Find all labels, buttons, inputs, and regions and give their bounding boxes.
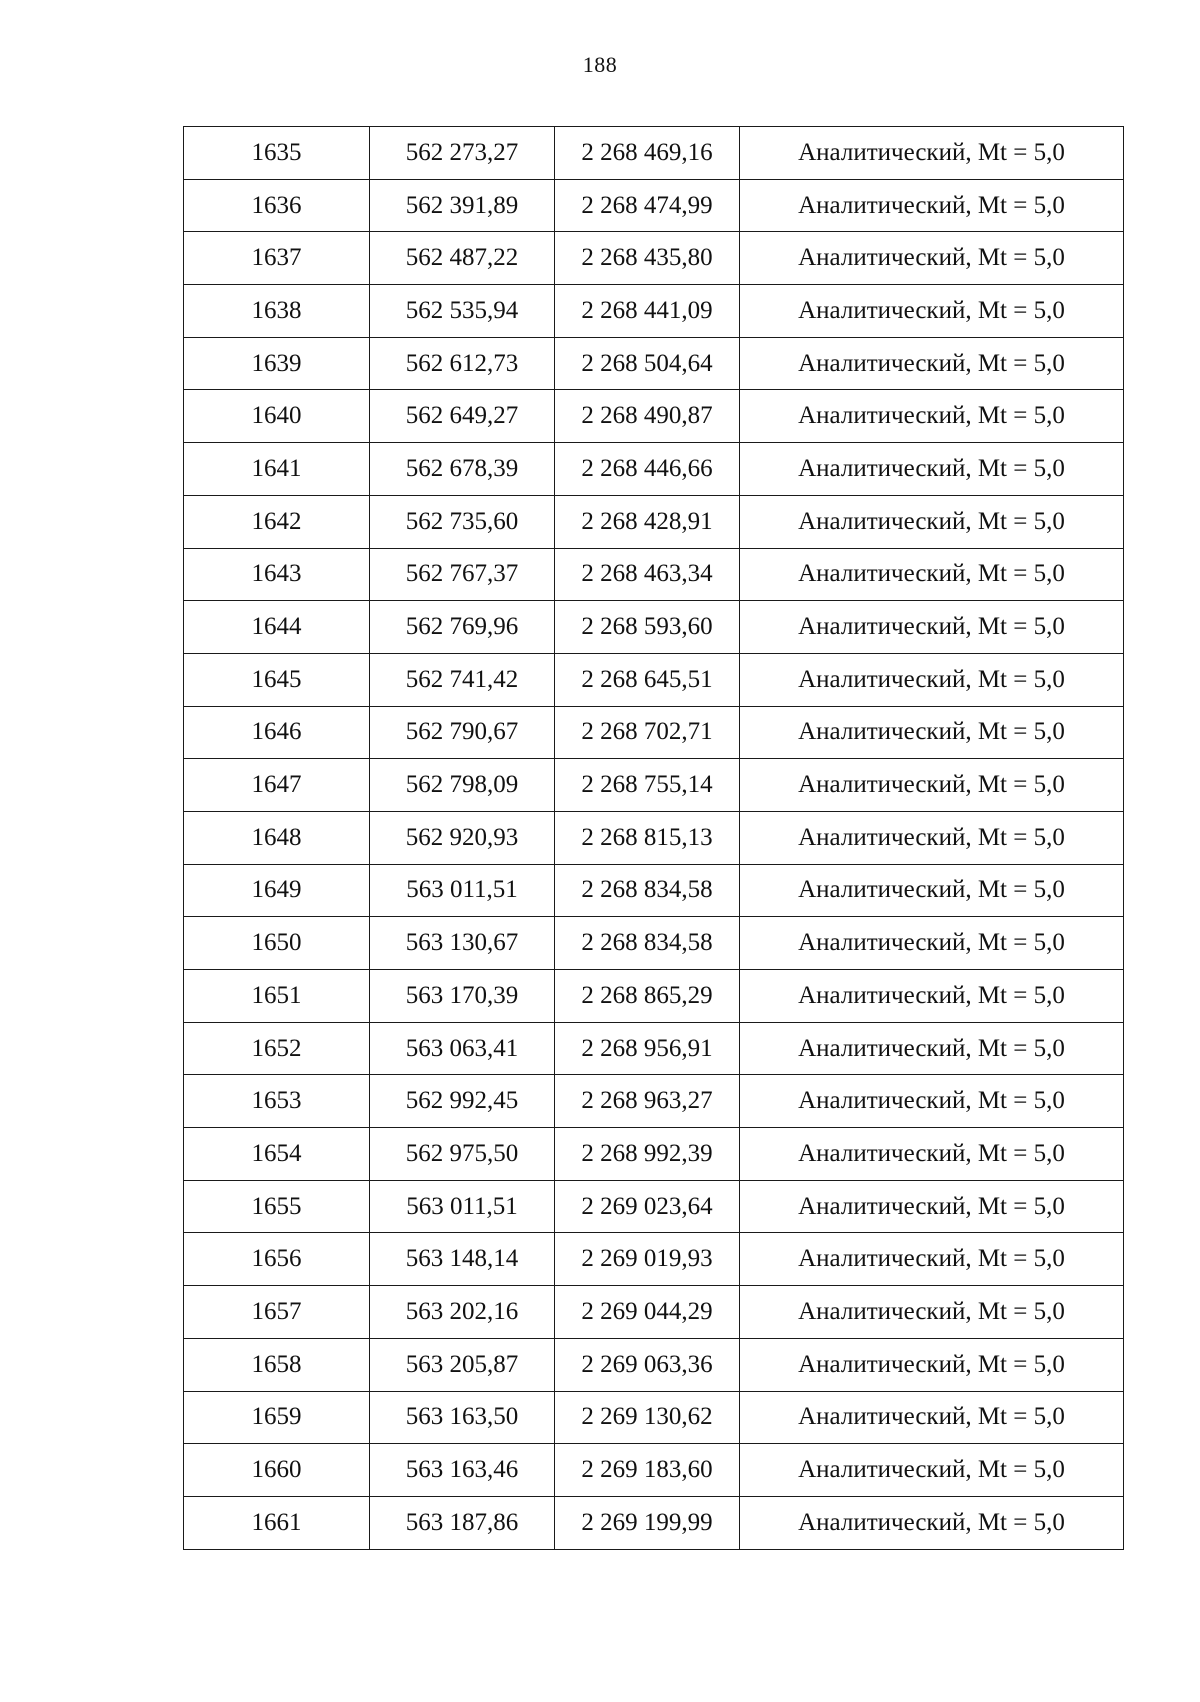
method-cell: Аналитический, Mt = 5,0 (740, 337, 1124, 390)
method-cell: Аналитический, Mt = 5,0 (740, 390, 1124, 443)
y-coordinate-cell: 2 269 063,36 (555, 1338, 740, 1391)
point-number-cell: 1652 (184, 1022, 370, 1075)
table-row (184, 1022, 1124, 1075)
table-row (184, 601, 1124, 654)
y-coordinate-cell: 2 268 702,71 (555, 706, 740, 759)
method-cell: Аналитический, Mt = 5,0 (740, 179, 1124, 232)
x-coordinate-cell: 562 920,93 (370, 811, 555, 864)
y-coordinate-cell: 2 268 435,80 (555, 232, 740, 285)
table-row (184, 548, 1124, 601)
point-number-cell: 1644 (184, 601, 370, 654)
table-row (184, 653, 1124, 706)
point-number-cell: 1640 (184, 390, 370, 443)
table-row (184, 1286, 1124, 1339)
method-cell: Аналитический, Mt = 5,0 (740, 1075, 1124, 1128)
y-coordinate-cell: 2 268 645,51 (555, 653, 740, 706)
table-row (184, 1444, 1124, 1497)
method-cell: Аналитический, Mt = 5,0 (740, 1391, 1124, 1444)
y-coordinate-cell: 2 268 865,29 (555, 970, 740, 1023)
method-cell: Аналитический, Mt = 5,0 (740, 917, 1124, 970)
x-coordinate-cell: 563 205,87 (370, 1338, 555, 1391)
y-coordinate-cell: 2 268 446,66 (555, 443, 740, 496)
x-coordinate-cell: 562 767,37 (370, 548, 555, 601)
x-coordinate-cell: 562 741,42 (370, 653, 555, 706)
y-coordinate-cell: 2 269 199,99 (555, 1496, 740, 1549)
point-number-cell: 1646 (184, 706, 370, 759)
x-coordinate-cell: 562 273,27 (370, 127, 555, 180)
y-coordinate-cell: 2 269 183,60 (555, 1444, 740, 1497)
table-row (184, 232, 1124, 285)
y-coordinate-cell: 2 268 755,14 (555, 759, 740, 812)
method-cell: Аналитический, Mt = 5,0 (740, 1286, 1124, 1339)
coordinates-table (183, 126, 1124, 1550)
point-number-cell: 1635 (184, 127, 370, 180)
method-cell: Аналитический, Mt = 5,0 (740, 1180, 1124, 1233)
x-coordinate-cell: 562 678,39 (370, 443, 555, 496)
x-coordinate-cell: 563 170,39 (370, 970, 555, 1023)
point-number-cell: 1643 (184, 548, 370, 601)
table-row (184, 1180, 1124, 1233)
x-coordinate-cell: 563 011,51 (370, 864, 555, 917)
x-coordinate-cell: 562 535,94 (370, 285, 555, 338)
y-coordinate-cell: 2 268 504,64 (555, 337, 740, 390)
x-coordinate-cell: 563 163,46 (370, 1444, 555, 1497)
x-coordinate-cell: 562 735,60 (370, 495, 555, 548)
method-cell: Аналитический, Mt = 5,0 (740, 811, 1124, 864)
point-number-cell: 1638 (184, 285, 370, 338)
y-coordinate-cell: 2 268 834,58 (555, 917, 740, 970)
x-coordinate-cell: 562 798,09 (370, 759, 555, 812)
y-coordinate-cell: 2 268 474,99 (555, 179, 740, 232)
method-cell: Аналитический, Mt = 5,0 (740, 1496, 1124, 1549)
method-cell: Аналитический, Mt = 5,0 (740, 232, 1124, 285)
method-cell: Аналитический, Mt = 5,0 (740, 1338, 1124, 1391)
method-cell: Аналитический, Mt = 5,0 (740, 443, 1124, 496)
point-number-cell: 1654 (184, 1128, 370, 1181)
point-number-cell: 1653 (184, 1075, 370, 1128)
point-number-cell: 1655 (184, 1180, 370, 1233)
method-cell: Аналитический, Mt = 5,0 (740, 970, 1124, 1023)
y-coordinate-cell: 2 269 044,29 (555, 1286, 740, 1339)
point-number-cell: 1661 (184, 1496, 370, 1549)
table-row (184, 1128, 1124, 1181)
y-coordinate-cell: 2 268 441,09 (555, 285, 740, 338)
x-coordinate-cell: 563 163,50 (370, 1391, 555, 1444)
x-coordinate-cell: 562 612,73 (370, 337, 555, 390)
table-row (184, 759, 1124, 812)
y-coordinate-cell: 2 268 956,91 (555, 1022, 740, 1075)
method-cell: Аналитический, Mt = 5,0 (740, 706, 1124, 759)
y-coordinate-cell: 2 269 023,64 (555, 1180, 740, 1233)
table-row (184, 1391, 1124, 1444)
x-coordinate-cell: 562 649,27 (370, 390, 555, 443)
y-coordinate-cell: 2 268 490,87 (555, 390, 740, 443)
y-coordinate-cell: 2 268 992,39 (555, 1128, 740, 1181)
y-coordinate-cell: 2 268 834,58 (555, 864, 740, 917)
point-number-cell: 1657 (184, 1286, 370, 1339)
method-cell: Аналитический, Mt = 5,0 (740, 127, 1124, 180)
method-cell: Аналитический, Mt = 5,0 (740, 1444, 1124, 1497)
table-row (184, 179, 1124, 232)
table-row (184, 285, 1124, 338)
x-coordinate-cell: 563 130,67 (370, 917, 555, 970)
table-row (184, 1075, 1124, 1128)
y-coordinate-cell: 2 269 130,62 (555, 1391, 740, 1444)
page-number: 188 (582, 52, 618, 77)
table-row (184, 970, 1124, 1023)
y-coordinate-cell: 2 268 428,91 (555, 495, 740, 548)
point-number-cell: 1637 (184, 232, 370, 285)
x-coordinate-cell: 563 202,16 (370, 1286, 555, 1339)
point-number-cell: 1656 (184, 1233, 370, 1286)
x-coordinate-cell: 562 487,22 (370, 232, 555, 285)
x-coordinate-cell: 563 063,41 (370, 1022, 555, 1075)
point-number-cell: 1660 (184, 1444, 370, 1497)
x-coordinate-cell: 562 992,45 (370, 1075, 555, 1128)
method-cell: Аналитический, Mt = 5,0 (740, 548, 1124, 601)
y-coordinate-cell: 2 268 815,13 (555, 811, 740, 864)
x-coordinate-cell: 562 975,50 (370, 1128, 555, 1181)
y-coordinate-cell: 2 268 963,27 (555, 1075, 740, 1128)
table-row (184, 127, 1124, 180)
y-coordinate-cell: 2 268 469,16 (555, 127, 740, 180)
x-coordinate-cell: 563 148,14 (370, 1233, 555, 1286)
point-number-cell: 1650 (184, 917, 370, 970)
table-row (184, 917, 1124, 970)
table-row (184, 1233, 1124, 1286)
table-row (184, 1496, 1124, 1549)
method-cell: Аналитический, Mt = 5,0 (740, 864, 1124, 917)
method-cell: Аналитический, Mt = 5,0 (740, 759, 1124, 812)
table-row (184, 495, 1124, 548)
x-coordinate-cell: 562 769,96 (370, 601, 555, 654)
point-number-cell: 1651 (184, 970, 370, 1023)
point-number-cell: 1658 (184, 1338, 370, 1391)
x-coordinate-cell: 563 011,51 (370, 1180, 555, 1233)
method-cell: Аналитический, Mt = 5,0 (740, 285, 1124, 338)
table-row (184, 811, 1124, 864)
table-row (184, 390, 1124, 443)
x-coordinate-cell: 563 187,86 (370, 1496, 555, 1549)
point-number-cell: 1645 (184, 653, 370, 706)
table-row (184, 864, 1124, 917)
table-row (184, 1338, 1124, 1391)
table-row (184, 443, 1124, 496)
table-row (184, 706, 1124, 759)
point-number-cell: 1649 (184, 864, 370, 917)
table-row (184, 337, 1124, 390)
method-cell: Аналитический, Mt = 5,0 (740, 1022, 1124, 1075)
y-coordinate-cell: 2 268 463,34 (555, 548, 740, 601)
coordinates-table-body (184, 127, 1124, 1550)
method-cell: Аналитический, Mt = 5,0 (740, 495, 1124, 548)
point-number-cell: 1647 (184, 759, 370, 812)
x-coordinate-cell: 562 391,89 (370, 179, 555, 232)
point-number-cell: 1659 (184, 1391, 370, 1444)
point-number-cell: 1641 (184, 443, 370, 496)
point-number-cell: 1636 (184, 179, 370, 232)
y-coordinate-cell: 2 268 593,60 (555, 601, 740, 654)
method-cell: Аналитический, Mt = 5,0 (740, 653, 1124, 706)
method-cell: Аналитический, Mt = 5,0 (740, 1128, 1124, 1181)
point-number-cell: 1639 (184, 337, 370, 390)
point-number-cell: 1648 (184, 811, 370, 864)
method-cell: Аналитический, Mt = 5,0 (740, 1233, 1124, 1286)
y-coordinate-cell: 2 269 019,93 (555, 1233, 740, 1286)
x-coordinate-cell: 562 790,67 (370, 706, 555, 759)
method-cell: Аналитический, Mt = 5,0 (740, 601, 1124, 654)
point-number-cell: 1642 (184, 495, 370, 548)
